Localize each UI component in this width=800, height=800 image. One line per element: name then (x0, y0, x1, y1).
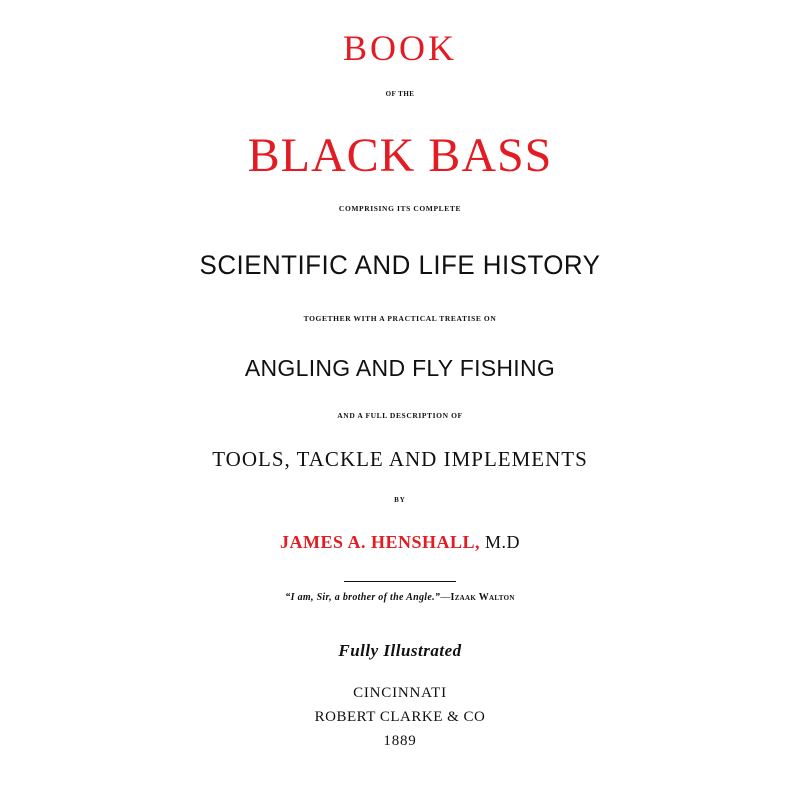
subtitle-comprising: COMPRISING ITS COMPLETE (338, 204, 462, 213)
subtitle-together: TOGETHER WITH A PRACTICAL TREATISE ON (303, 314, 497, 323)
epigraph-text: “I am, Sir, a brother of the Angle.” (285, 592, 441, 603)
divider-rule (344, 581, 456, 582)
subtitle-scientific: SCIENTIFIC AND LIFE HISTORY (199, 250, 601, 280)
author-by: BY (394, 496, 406, 504)
imprint-year: 1889 (383, 733, 417, 749)
author-line (0, 533, 800, 551)
imprint-publisher: ROBERT CLARKE & CO (314, 709, 486, 725)
subtitle-angling: ANGLING AND FLY FISHING (244, 355, 556, 381)
author-name: JAMES A. HENSHALL, (279, 532, 481, 552)
subtitle-tools: TOOLS, TACKLE AND IMPLEMENTS (212, 447, 588, 471)
title-book: BOOK (342, 28, 457, 68)
subtitle-full-description: AND A FULL DESCRIPTION OF (337, 411, 463, 420)
title-black-bass: BLACK BASS (247, 129, 553, 182)
imprint-city: CINCINNATI (353, 685, 447, 701)
epigraph-author: Izaak Walton (450, 592, 515, 603)
title-of-the: OF THE (385, 90, 415, 98)
author-degree: M.D (485, 532, 521, 552)
epigraph-dash: — (440, 592, 451, 603)
epigraph (0, 593, 800, 603)
fully-illustrated: Fully Illustrated (338, 641, 462, 660)
